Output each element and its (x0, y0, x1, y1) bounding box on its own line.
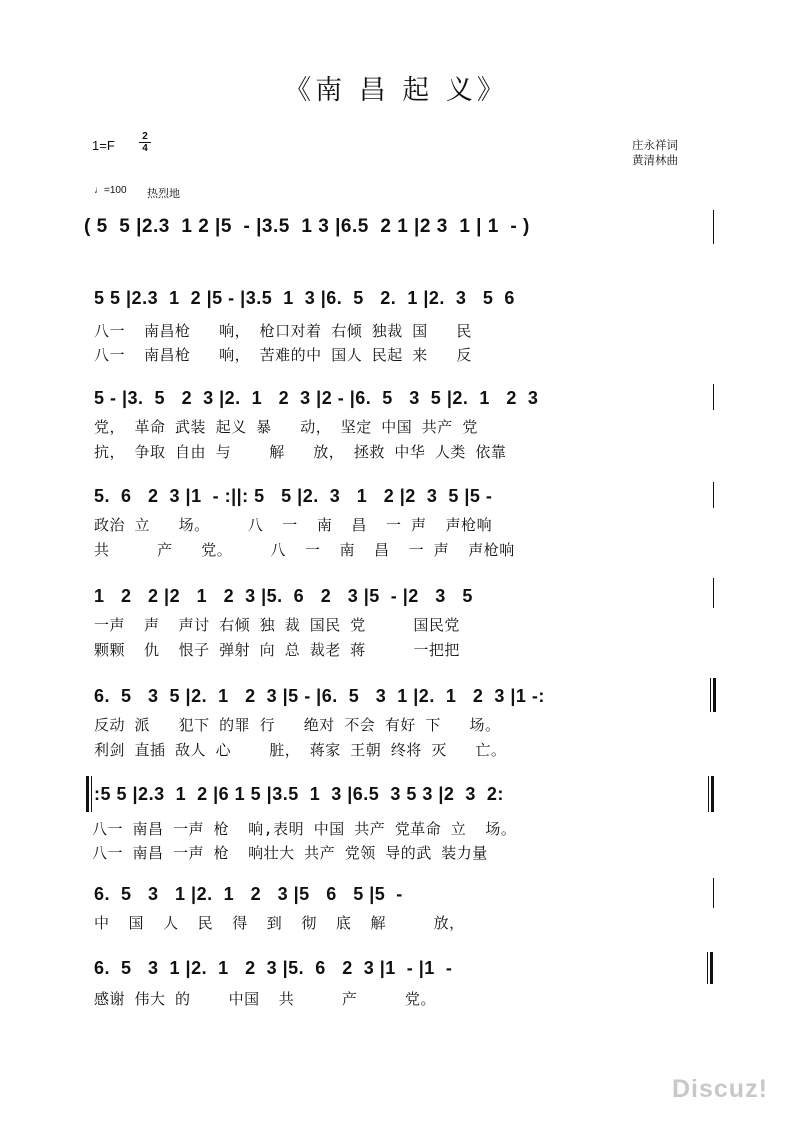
lyrics-verse-2: 利剑 直插 敌人 心 脏， 蒋家 王朝 终将 灭 亡。 (94, 741, 507, 759)
watermark-logo: Discuz! (672, 1075, 768, 1103)
bar-line (713, 482, 714, 508)
song-title: 《南 昌 起 义》 (284, 75, 508, 106)
final-bar-thick (710, 952, 713, 984)
end-repeat-bar-thin (708, 776, 709, 812)
lyrics-verse-1: 感谢 伟大 的 中国 共 产 党。 (94, 990, 437, 1008)
tempo-marking: ♩=100 (94, 185, 127, 196)
start-repeat-bar-thick (86, 776, 89, 812)
time-numerator: 2 (142, 131, 148, 142)
end-repeat-bar-thin (710, 678, 711, 712)
start-repeat-bar-thin (91, 776, 92, 812)
expression-marking: 热烈地 (147, 187, 180, 200)
lyrics-verse-2: 八一 南昌 一声 枪 响壮大 共产 党领 导的武 装力量 (92, 844, 488, 862)
notation-line: :5 5 |2.3 1 2 |6 1 5 |3.5 1 3 |6.5 3 5 3 |2 3 2: (94, 784, 504, 804)
bar-line (713, 578, 714, 608)
notation-line: 6. 5 3 5 |2. 1 2 3 |5 - |6. 5 3 1 |2. 1 2 3 |1 -: (94, 686, 545, 706)
score-system-4 (0, 576, 792, 666)
notation-line: 5 5 |2.3 1 2 |5 - |3.5 1 3 |6. 5 2. 1 |2. 3 5 6 (94, 288, 515, 308)
bar-line (713, 210, 714, 244)
score-system-8 (0, 950, 792, 1020)
composer-credit: 黄清林曲 (632, 153, 678, 167)
key-signature: 1=F (92, 138, 115, 153)
notation-line: 5 - |3. 5 2 3 |2. 1 2 3 |2 - |6. 5 3 5 |2. 1 2 3 (94, 388, 539, 408)
time-signature (139, 131, 151, 154)
score-system-2 (0, 378, 792, 468)
time-denominator: 4 (139, 142, 151, 154)
score-system-6 (0, 776, 792, 866)
notation-line: 1 2 2 |2 1 2 3 |5. 6 2 3 |5 - |2 3 5 (94, 586, 473, 606)
end-repeat-bar-thick (711, 776, 714, 812)
final-bar-thin (707, 952, 708, 984)
end-repeat-bar-thick (713, 678, 716, 712)
lyrics-verse-1: 反动 派 犯下 的罪 行 绝对 不会 有好 下 场。 (94, 716, 501, 734)
lyrics-verse-1: 一声 声 声讨 右倾 独 裁 国民 党 国民党 (94, 616, 460, 634)
lyrics-verse-1: 八一 南昌枪 响， 枪口对着 右倾 独裁 国 民 (94, 322, 472, 340)
notation-line: 5. 6 2 3 |1 - :||: 5 5 |2. 3 1 2 |2 3 5 |5 - (94, 486, 493, 506)
notation-line: ( 5 5 |2.3 1 2 |5 - |3.5 1 3 |6.5 2 1 |2 3 1 | 1 - ) (84, 216, 530, 237)
lyrics-verse-2: 颗颗 仇 恨子 弹射 向 总 裁老 蒋 一把把 (94, 641, 460, 659)
score-system-intro (0, 206, 792, 246)
lyrics-verse-2: 八一 南昌枪 响， 苦难的中 国人 民起 来 反 (94, 346, 472, 364)
lyrics-verse-1: 八一 南昌 一声 枪 响,表明 中国 共产 党革命 立 场。 (92, 820, 517, 838)
lyrics-verse-2: 抗， 争取 自由 与 解 放， 拯救 中华 人类 依靠 (94, 443, 507, 461)
lyrics-verse-1: 中 国 人 民 得 到 彻 底 解 放， (94, 914, 465, 932)
notation-line: 6. 5 3 1 |2. 1 2 3 |5 6 5 |5 - (94, 884, 403, 904)
lyrics-verse-2: 共 产 党。 八 一 南 昌 一 声 声枪响 (94, 541, 515, 559)
score-system-1 (0, 278, 792, 368)
score-system-5 (0, 676, 792, 766)
credits (632, 138, 678, 168)
bar-line (713, 384, 714, 410)
lyricist-credit: 庄永祥词 (632, 138, 678, 152)
notation-line: 6. 5 3 1 |2. 1 2 3 |5. 6 2 3 |1 - |1 - (94, 958, 453, 978)
lyrics-verse-1: 政治 立 场。 八 一 南 昌 一 声 声枪响 (94, 516, 493, 534)
score-system-7 (0, 876, 792, 946)
score-system-3 (0, 476, 792, 566)
lyrics-verse-1: 党， 革命 武装 起义 暴 动， 坚定 中国 共产 党 (94, 418, 478, 436)
bar-line (713, 878, 714, 908)
